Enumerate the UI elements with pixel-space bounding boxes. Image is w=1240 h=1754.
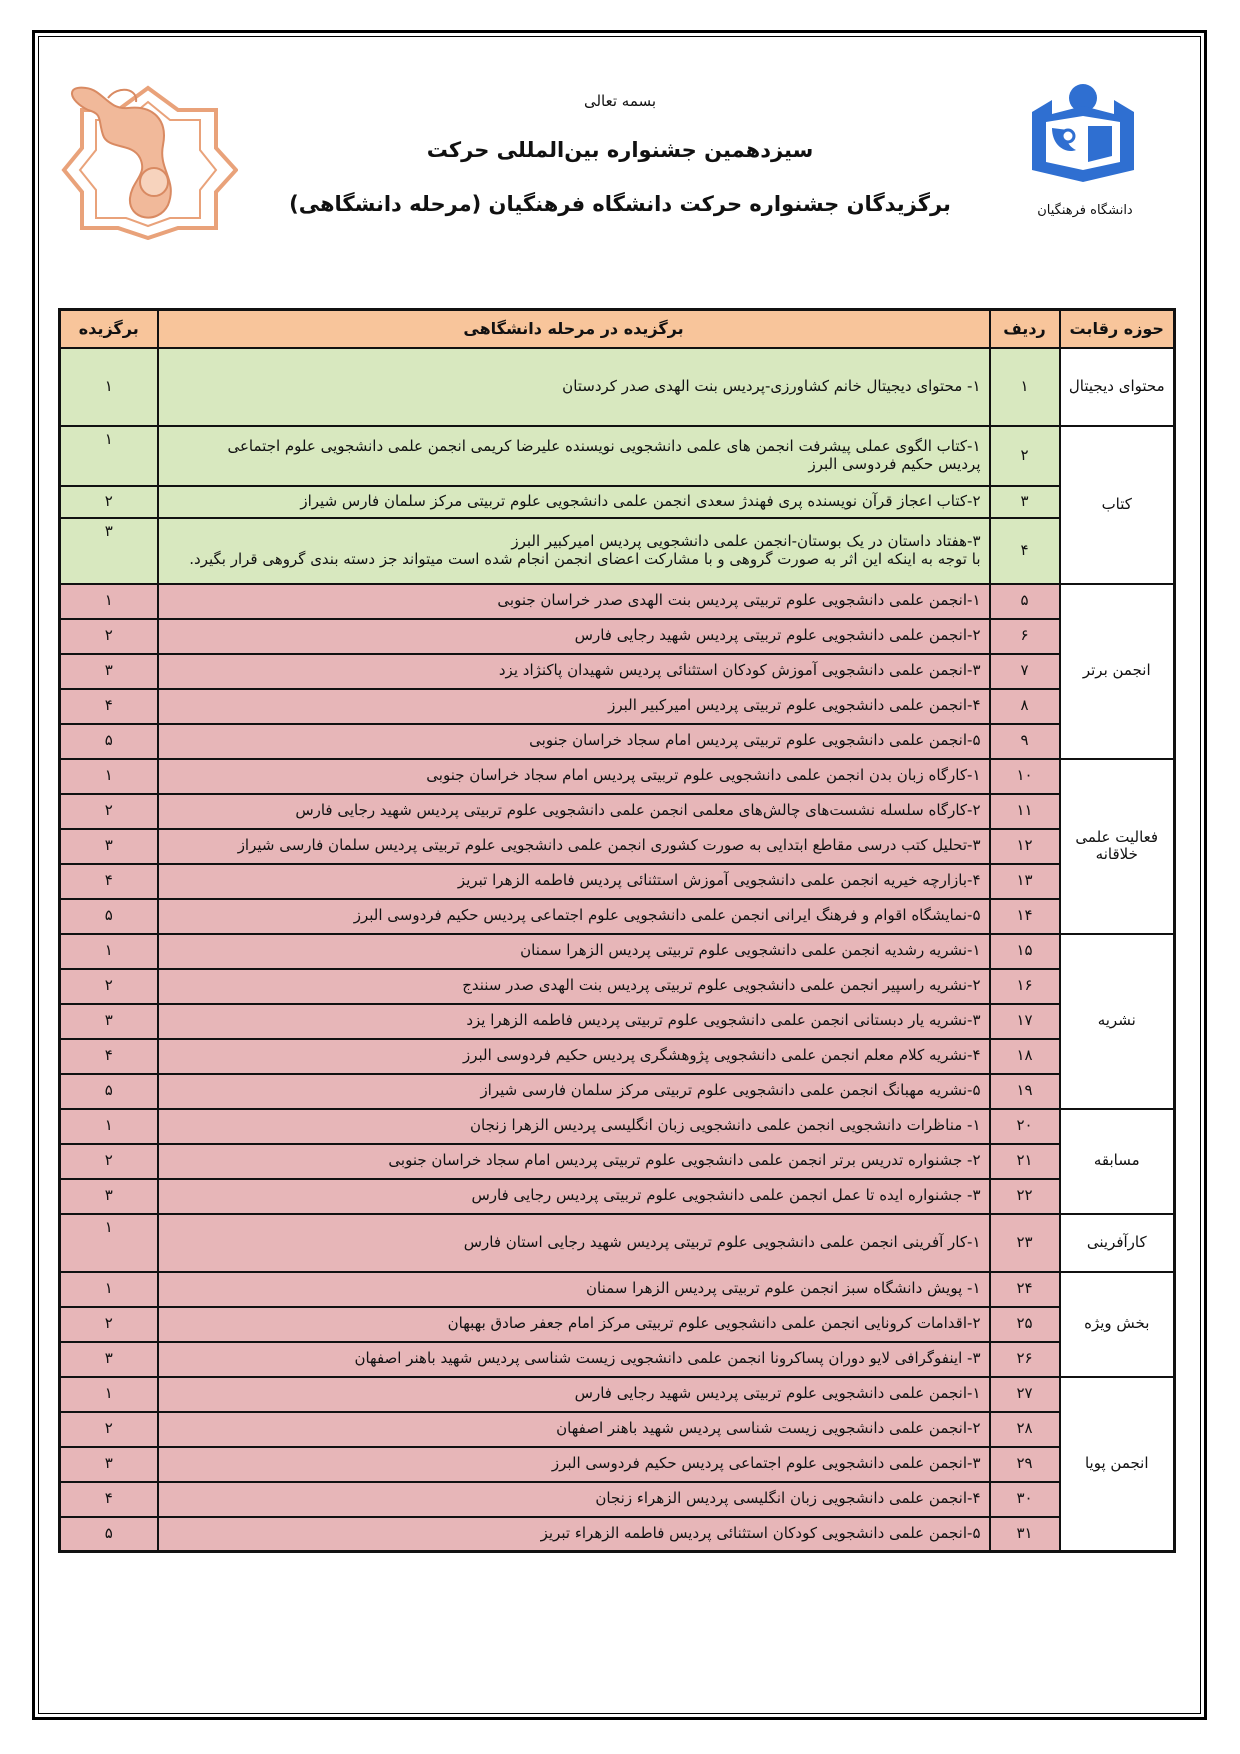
page-title: سیزدهمین جشنواره بین‌المللی حرکت [426,138,814,162]
winner-title: ۳- جشنواره ایده تا عمل انجمن علمی دانشجویی علوم تربیتی پردیس رجایی فارس [158,1179,990,1214]
rank-value: ۱ [60,1109,158,1144]
winner-title: ۲-انجمن علمی دانشجویی زیست شناسی پردیس شهید باهنر اصفهان [158,1412,990,1447]
rank-value: ۴ [60,1482,158,1517]
category-cell: کتاب [1060,426,1175,584]
winner-title-line1: ۱-کتاب الگوی عملی پیشرفت انجمن های علمی دانشجویی نویسنده علیرضا کریمی انجمن علمی دانشجویی علوم اجتماعی [227,437,981,456]
row-number: ۲۸ [990,1412,1060,1447]
rank-value: ۳ [60,829,158,864]
row-number: ۱۲ [990,829,1060,864]
table-row [60,1214,1175,1272]
row-number: ۷ [990,654,1060,689]
row-number: ۲ [990,426,1060,486]
table-row [60,724,1175,759]
table-row [60,934,1175,969]
winner-title: ۲-کارگاه سلسله نشست‌های چالش‌های معلمی انجمن علمی دانشجویی علوم تربیتی پردیس شهید رجایی فارس [158,794,990,829]
row-number: ۲۷ [990,1377,1060,1412]
row-number: ۱ [990,348,1060,426]
winner-title: ۵-نشریه مهبانگ انجمن علمی دانشجویی علوم تربیتی مرکز سلمان فارسی شیراز [158,1074,990,1109]
winner-title: ۲-انجمن علمی دانشجویی علوم تربیتی پردیس شهید رجایی فارس [158,619,990,654]
table-row [60,689,1175,724]
rank-value: ۲ [60,486,158,518]
winner-title: ۱-نشریه رشدیه انجمن علمی دانشجویی علوم تربیتی پردیس الزهرا سمنان [158,934,990,969]
table-row [60,829,1175,864]
table-row [60,1412,1175,1447]
rank-value: ۴ [60,689,158,724]
category-cell: مسابقه [1060,1109,1175,1214]
rank-value: ۱ [60,759,158,794]
winner-title: ۳-تحلیل کتب درسی مقاطع ابتدایی به صورت کشوری انجمن علمی دانشجویی علوم تربیتی پردیس سلمان فارسی شیراز [158,829,990,864]
results-table [58,308,1176,1553]
rank-value: ۳ [60,654,158,689]
row-number: ۱۷ [990,1004,1060,1039]
winner-title-note: با توجه به اینکه این اثر به صورت گروهی و با مشارکت اعضای انجمن انجام شده است میتواند جز دسته بندی گروهی قرار بگیرد. [189,549,981,568]
rank-value: ۱ [60,584,158,619]
header-category: حوزه رقابت [1060,310,1175,348]
category-cell: کارآفرینی [1060,1214,1175,1272]
rank-value: ۵ [60,1517,158,1552]
table-row [60,486,1175,518]
table-row [60,1482,1175,1517]
winner-title: ۳- اینفوگرافی لایو دوران پساکرونا انجمن علمی دانشجویی زیست شناسی پردیس شهید باهنر اصفهان [158,1342,990,1377]
row-number: ۹ [990,724,1060,759]
winner-title: ۱- مناظرات دانشجویی انجمن علمی دانشجویی زبان انگلیسی پردیس الزهرا زنجان [158,1109,990,1144]
category-cell: انجمن برتر [1060,584,1175,759]
table-row [60,654,1175,689]
table-row [60,1517,1175,1552]
rank-value: ۳ [60,518,158,584]
row-number: ۸ [990,689,1060,724]
rank-value: ۱ [60,934,158,969]
rank-value: ۱ [60,1377,158,1412]
table-row [60,426,1175,486]
rank-value: ۵ [60,1074,158,1109]
row-number: ۱۸ [990,1039,1060,1074]
winner-title: ۴-نشریه کلام معلم انجمن علمی دانشجویی پژوهشگری پردیس حکیم فردوسی البرز [158,1039,990,1074]
rank-value: ۲ [60,619,158,654]
row-number: ۲۴ [990,1272,1060,1307]
table-row [60,1447,1175,1482]
winner-title: ۲-نشریه راسپیر انجمن علمی دانشجویی علوم تربیتی پردیس بنت الهدی صدر سنندج [158,969,990,1004]
rank-value: ۲ [60,1307,158,1342]
category-cell: محتوای دیجیتال [1060,348,1175,426]
winner-title: ۳-انجمن علمی دانشجویی علوم اجتماعی پردیس حکیم فردوسی البرز [158,1447,990,1482]
winner-title-line1: ۳-هفتاد داستان در یک بوستان-انجمن علمی دانشجویی پردیس امیرکبیر البرز [511,532,981,551]
winner-title: ۴-بازارچه خیریه انجمن علمی دانشجویی آموزش استثنائی پردیس فاطمه الزهرا تبریز [158,864,990,899]
rank-value: ۳ [60,1342,158,1377]
rank-value: ۴ [60,864,158,899]
table-row [60,759,1175,794]
table-row [60,1342,1175,1377]
winner-title: ۲-اقدامات کرونایی انجمن علمی دانشجویی علوم تربیتی مرکز امام جعفر صادق بهبهان [158,1307,990,1342]
rank-value: ۵ [60,899,158,934]
row-number: ۲۶ [990,1342,1060,1377]
table-row [60,1004,1175,1039]
row-number: ۳۰ [990,1482,1060,1517]
winner-title: ۱- پویش دانشگاه سبز انجمن علوم تربیتی پردیس الزهرا سمنان [158,1272,990,1307]
bismillah-text: بسمه تعالی [583,92,657,110]
table-row [60,348,1175,426]
row-number: ۲۳ [990,1214,1060,1272]
rank-value: ۱ [60,1214,158,1272]
winner-title: ۲- جشنواره تدریس برتر انجمن علمی دانشجویی علوم تربیتی پردیس امام سجاد خراسان جنوبی [158,1144,990,1179]
winner-title-line2: پردیس حکیم فردوسی البرز [808,454,981,473]
row-number: ۲۵ [990,1307,1060,1342]
category-cell: انجمن پویا [1060,1377,1175,1552]
row-number: ۶ [990,619,1060,654]
winner-title: ۵-انجمن علمی دانشجویی کودکان استثنائی پردیس فاطمه الزهراء تبریز [158,1517,990,1552]
row-number: ۱۶ [990,969,1060,1004]
row-number: ۳ [990,486,1060,518]
rank-value: ۲ [60,1144,158,1179]
winner-title: ۲-کتاب اعجاز قرآن نویسنده پری فهندژ سعدی انجمن علمی دانشجویی علوم تربیتی مرکز سلمان فارس شیراز [158,486,990,518]
header-row-number: ردیف [990,310,1060,348]
row-number: ۱۰ [990,759,1060,794]
winner-title: ۴-انجمن علمی دانشجویی علوم تربیتی پردیس امیرکبیر البرز [158,689,990,724]
rank-value: ۴ [60,1039,158,1074]
header-winner: برگزیده در مرحله دانشگاهی [158,310,990,348]
table-row [60,619,1175,654]
table-row [60,1144,1175,1179]
rank-value: ۲ [60,794,158,829]
rank-value: ۳ [60,1004,158,1039]
winner-title: ۱-انجمن علمی دانشجویی علوم تربیتی پردیس شهید رجایی فارس [158,1377,990,1412]
table-row [60,584,1175,619]
winner-title: ۳-نشریه یار دبستانی انجمن علمی دانشجویی علوم تربیتی پردیس فاطمه الزهرا یزد [158,1004,990,1039]
table-row [60,864,1175,899]
table-row [60,899,1175,934]
row-number: ۱۵ [990,934,1060,969]
winner-title [158,426,990,486]
table-row [60,1272,1175,1307]
university-caption: دانشگاه فرهنگیان [1037,203,1133,218]
row-number: ۳۱ [990,1517,1060,1552]
winner-title: ۴-انجمن علمی دانشجویی زبان انگلیسی پردیس الزهراء زنجان [158,1482,990,1517]
category-cell: بخش ویژه [1060,1272,1175,1377]
winner-title: ۵-انجمن علمی دانشجویی علوم تربیتی پردیس امام سجاد خراسان جنوبی [158,724,990,759]
table-row [60,518,1175,584]
row-number: ۱۹ [990,1074,1060,1109]
category-cell: فعالیت علمی خلاقانه [1060,759,1175,934]
table-row [60,1109,1175,1144]
table-row [60,1179,1175,1214]
winner-title: ۳-انجمن علمی دانشجویی آموزش کودکان استثنائی پردیس شهیدان پاکنژاد یزد [158,654,990,689]
row-number: ۴ [990,518,1060,584]
table-row [60,1074,1175,1109]
rank-value: ۱ [60,426,158,486]
page-subtitle: برگزیدگان جشنواره حرکت دانشگاه فرهنگیان (مرحله دانشگاهی) [289,192,951,216]
row-number: ۱۴ [990,899,1060,934]
category-cell: نشریه [1060,934,1175,1109]
row-number: ۵ [990,584,1060,619]
winner-title: ۱-انجمن علمی دانشجویی علوم تربیتی پردیس بنت الهدی صدر خراسان جنوبی [158,584,990,619]
winner-title [158,518,990,584]
rank-value: ۳ [60,1447,158,1482]
rank-value: ۱ [60,1272,158,1307]
row-number: ۲۲ [990,1179,1060,1214]
table-row [60,1307,1175,1342]
rank-value: ۲ [60,1412,158,1447]
row-number: ۲۱ [990,1144,1060,1179]
winner-title: ۱- محتوای دیجیتال خانم کشاورزی-پردیس بنت الهدی صدر کردستان [158,348,990,426]
rank-value: ۵ [60,724,158,759]
farhangian-university-logo-icon [1022,70,1144,195]
rank-value: ۱ [60,348,158,426]
row-number: ۲۹ [990,1447,1060,1482]
rank-value: ۳ [60,1179,158,1214]
table-row [60,969,1175,1004]
table-row [60,1039,1175,1074]
row-number: ۱۳ [990,864,1060,899]
table-header-row [60,310,1175,348]
winner-title: ۱-کارگاه زبان بدن انجمن علمی دانشجویی علوم تربیتی پردیس امام سجاد خراسان جنوبی [158,759,990,794]
winner-title: ۵-نمایشگاه اقوام و فرهنگ ایرانی انجمن علمی دانشجویی علوم اجتماعی پردیس حکیم فردوسی البرز [158,899,990,934]
table-row [60,794,1175,829]
winner-title: ۱-کار آفرینی انجمن علمی دانشجویی علوم تربیتی پردیس شهید رجایی استان فارس [158,1214,990,1272]
rank-value: ۲ [60,969,158,1004]
header-rank: برگزیده [60,310,158,348]
table-row [60,1377,1175,1412]
row-number: ۱۱ [990,794,1060,829]
row-number: ۲۰ [990,1109,1060,1144]
